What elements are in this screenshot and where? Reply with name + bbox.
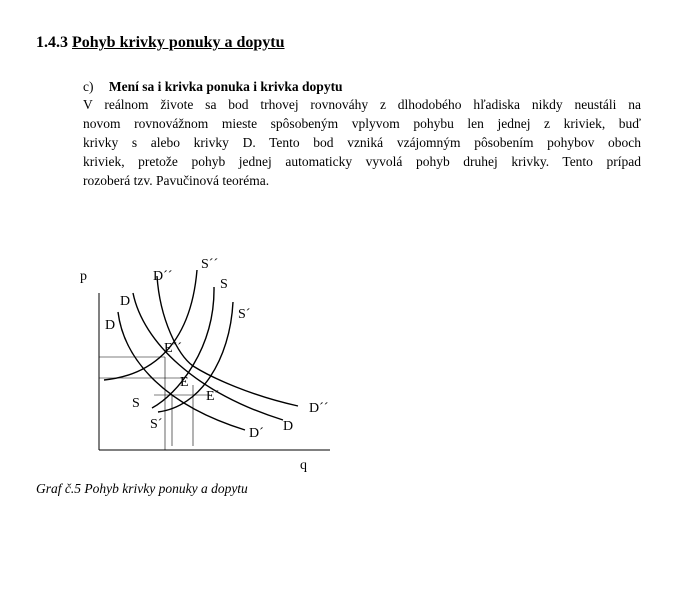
section-title: Pohyb krivky ponuky a dopytu <box>72 34 285 51</box>
axis-label-p: p <box>80 269 87 284</box>
section-number: 1.4.3 <box>36 34 68 51</box>
curve-label-s-bottom: S <box>132 396 140 411</box>
curve-label-d-double-prime-right: D´´ <box>309 401 329 416</box>
axis-label-q: q <box>300 458 307 473</box>
paragraph-line: rozoberá tzv. Pavučinová teoréma. <box>83 173 270 188</box>
projection-lines <box>99 357 210 450</box>
figure-caption: Graf č.5 Pohyb krivky ponuky a dopytu <box>36 481 248 496</box>
curve-label-d-left: D <box>105 318 116 333</box>
point-label-e-prime: E´ <box>206 389 220 404</box>
subsection-title: Mení sa i krivka ponuka i krivka dopytu <box>108 79 343 94</box>
paragraph-line: krivky s alebo krivky D. Tento bod vzniká vzájomným pôsobením pohybov oboch <box>83 135 641 150</box>
curve-label-d-double-prime-top: D´´ <box>153 269 173 284</box>
demand-curves <box>118 276 298 430</box>
curve-label-d-bottom: D <box>283 419 294 434</box>
paragraph-line: V reálnom živote sa bod trhovej rovnováhy z dlhodobého hľadiska nikdy neustáli na <box>83 97 641 112</box>
curve-label-d-prime-bottom: D´ <box>249 426 264 441</box>
curve-label-s-double-prime-top: S´´ <box>201 257 219 272</box>
paragraph-line: novom rovnovážnom mieste spôsobeným vplyvom pohybu len jednej z kriviek, buď <box>83 116 641 131</box>
curve-label-s-prime-top: S´ <box>238 307 251 322</box>
curve-label-s-top: S <box>220 277 228 292</box>
paragraph-line: kriviek, pretože pohyb jednej automaticky vyvolá pohyb druhej krivky. Tento prípad <box>83 154 641 169</box>
point-label-e-double-prime: E´´ <box>164 341 182 356</box>
subsection-marker: c) <box>83 79 94 94</box>
supply-curve-s-double-prime <box>104 270 197 380</box>
point-label-e: E <box>180 375 189 390</box>
curve-label-s-prime-bottom: S´ <box>150 417 163 432</box>
curve-label-d-upper: D <box>120 294 131 309</box>
